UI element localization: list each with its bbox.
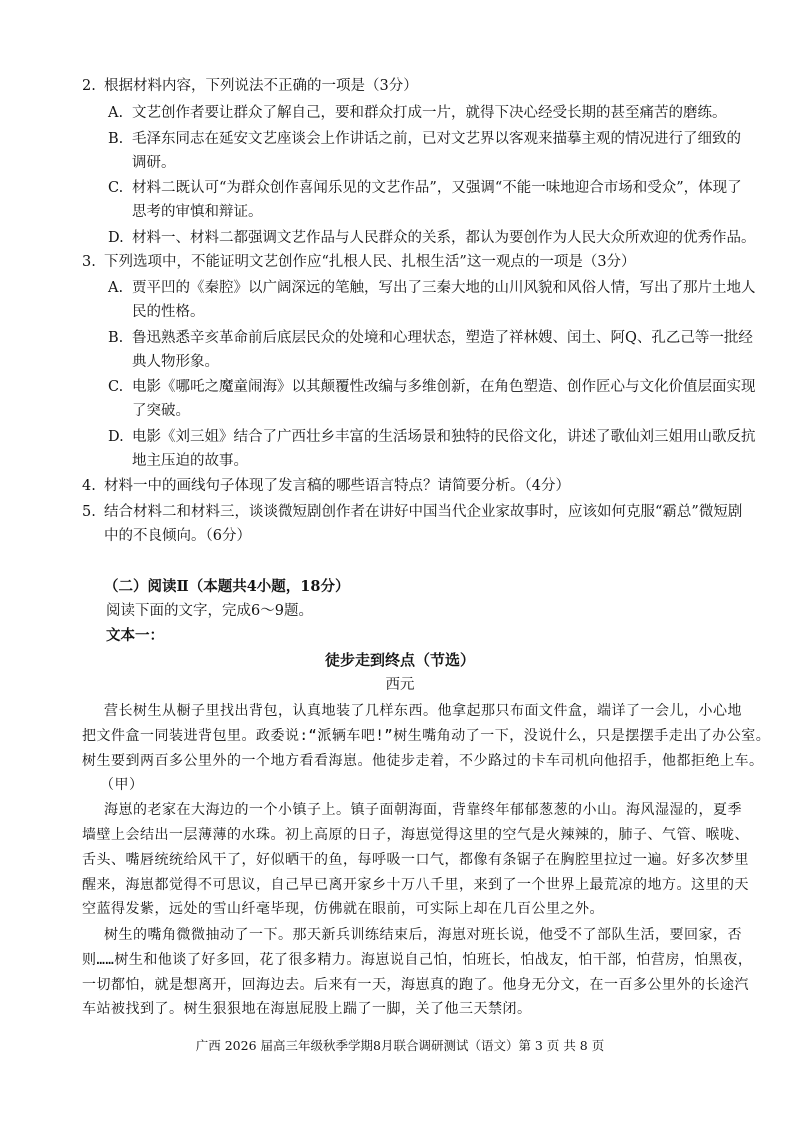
story-title: 徒步走到终点（节选） (324, 651, 475, 669)
q2-option-c-text: 材料二既认可“为群众创作喜闻乐见的文艺作品”，又强调“不能一味地迎合市场和受众”，体现了 (132, 180, 742, 196)
story-line: 树生要到两百多公里外的一个地方看看海崽。他徒步走着，不少路过的卡车司机向他招手，他都拒绝上车。 (82, 753, 764, 769)
q3-option-c-label: C. (108, 379, 124, 395)
q2-option-b-cont: 调研。 (132, 155, 176, 171)
section-heading: （二）阅读Ⅱ（本题共4小题，18分） (104, 578, 350, 595)
q2-option-b-text: 毛泽东同志在延安文艺座谈会上作讲话之前，已对文艺界以客观来描摹主观的情况进行了细致的 (132, 131, 741, 147)
q3-option-b-text: 鲁迅熟悉辛亥革命前后底层民众的处境和心理状态，塑造了祥林嫂、闰土、阿Q、孔乙己等一批经 (132, 330, 753, 346)
q3-option-a-cont: 民的性格。 (132, 304, 205, 320)
q5-text-cont: 中的不良倾向。（6分） (104, 528, 251, 544)
q2-number: 2. (82, 78, 96, 94)
story-line: 营长树生从橱子里找出背包，认真地装了几样东西。他拿起那只布面文件盒，端详了一会儿，小心地 (104, 703, 742, 719)
story-author: 西元 (385, 677, 415, 693)
q5-number: 5. (82, 504, 96, 520)
text-one-label: 文本一： (106, 627, 164, 644)
story-line: 一切都怕，就是想离开，回海边去。后来有一天，海崽真的跑了。他身无分文，在一百多公里外的长途汽 (82, 977, 749, 993)
q2-option-a-text: 文艺创作者要让群众了解自己，要和群众打成一片，就得下决心经受长期的甚至痛苦的磨练。 (132, 105, 727, 121)
q2-option-c-label: C. (108, 180, 124, 196)
q5-text: 结合材料二和材料三，谈谈微短剧创作者在讲好中国当代企业家故事时，应该如何克服“霸总”微短剧 (104, 504, 743, 520)
q3-stem-text: 下列选项中，不能证明文艺创作应“扎根人民、扎根生活”这一观点的一项是（3分） (104, 254, 636, 270)
story-line: 车站被找到了。树生狠狠地在海崽屁股上踹了一脚，关了他三天禁闭。 (82, 1001, 532, 1017)
q2-stem-text: 根据材料内容，下列说法不正确的一项是（3分） (104, 78, 418, 94)
q2-option-a-label: A. (108, 105, 124, 121)
q2-option-b-label: B. (108, 131, 124, 147)
q3-option-a-label: A. (108, 280, 124, 296)
q2-option-d-label: D. (108, 230, 124, 246)
story-line: 醒来，海崽都觉得不可思议，自己早已离开家乡十万八千里，来到了一个世界上最荒凉的地方。这里的天 (82, 877, 749, 893)
q3-option-c-text: 电影《哪吒之魔童闹海》以其颠覆性改编与多维创新，在角色塑造、创作匠心与文化价值层面实现 (132, 379, 756, 395)
section-instruction: 阅读下面的文字，完成6～9题。 (106, 603, 313, 619)
q3-option-c-cont: 了突破。 (132, 403, 190, 419)
story-line: 树生的嘴角微微抽动了一下。那天新兵训练结束后，海崽对班长说，他受不了部队生活，要回家，否 (104, 927, 742, 943)
q3-option-d-cont: 地主压迫的故事。 (132, 453, 248, 469)
q2-option-c-cont: 思考的审慎和辩证。 (132, 204, 263, 220)
story-line: 墙壁上会结出一层薄薄的水珠。初上高原的日子，海崽觉得这里的空气是火辣辣的，肺子、气管、喉咙、 (82, 827, 749, 843)
story-line: 把文件盒一同装进背包里。政委说:“派辆车吧!”树生嘴角动了一下，没说什么，只是摆摆手走出了办公室。 (82, 728, 771, 744)
q3-option-b-label: B. (108, 330, 124, 346)
page-footer: 广西 2026 届高三年级秋季学期8月联合调研测试（语文）第 3 页 共 8 页 (195, 1038, 605, 1053)
q3-option-d-text: 电影《刘三姐》结合了广西壮乡丰富的生活场景和独特的民俗文化，讲述了歌仙刘三姐用山歌反抗 (132, 429, 756, 445)
story-line: 舌头、嘴唇统统给风干了，好似晒干的鱼，每呼吸一口气，都像有条锯子在胸腔里拉过一遍。好多次梦里 (82, 852, 749, 868)
q4-number: 4. (82, 478, 96, 494)
story-line: 空蓝得发紫，远处的雪山纤毫毕现，仿佛就在眼前，可实际上却在几百公里之外。 (82, 901, 604, 917)
q3-option-b-cont: 典人物形象。 (132, 354, 219, 370)
story-line: 海崽的老家在大海边的一个小镇子上。镇子面朝海面，背靠终年郁郁葱葱的小山。海风湿湿的，夏季 (104, 802, 742, 818)
q4-text: 材料一中的画线句子体现了发言稿的哪些语言特点？请简要分析。（4分） (104, 478, 570, 494)
story-line: 则……树生和他谈了好多回，花了很多精力。海崽说自己怕，怕班长，怕战友，怕干部，怕营房，怕黑夜， (82, 952, 753, 968)
q3-option-d-label: D. (108, 429, 124, 445)
q3-option-a-text: 贾平凹的《秦腔》以广阔深远的笔触，写出了三秦大地的山川风貌和风俗人情，写出了那片土地人 (132, 280, 756, 296)
q2-option-d-text: 材料一、材料二都强调文艺作品与人民群众的关系，都认为要创作为人民大众所欢迎的优秀作品。 (132, 230, 756, 246)
q3-number: 3. (82, 254, 96, 270)
story-marker-jia: （甲） (100, 777, 144, 793)
